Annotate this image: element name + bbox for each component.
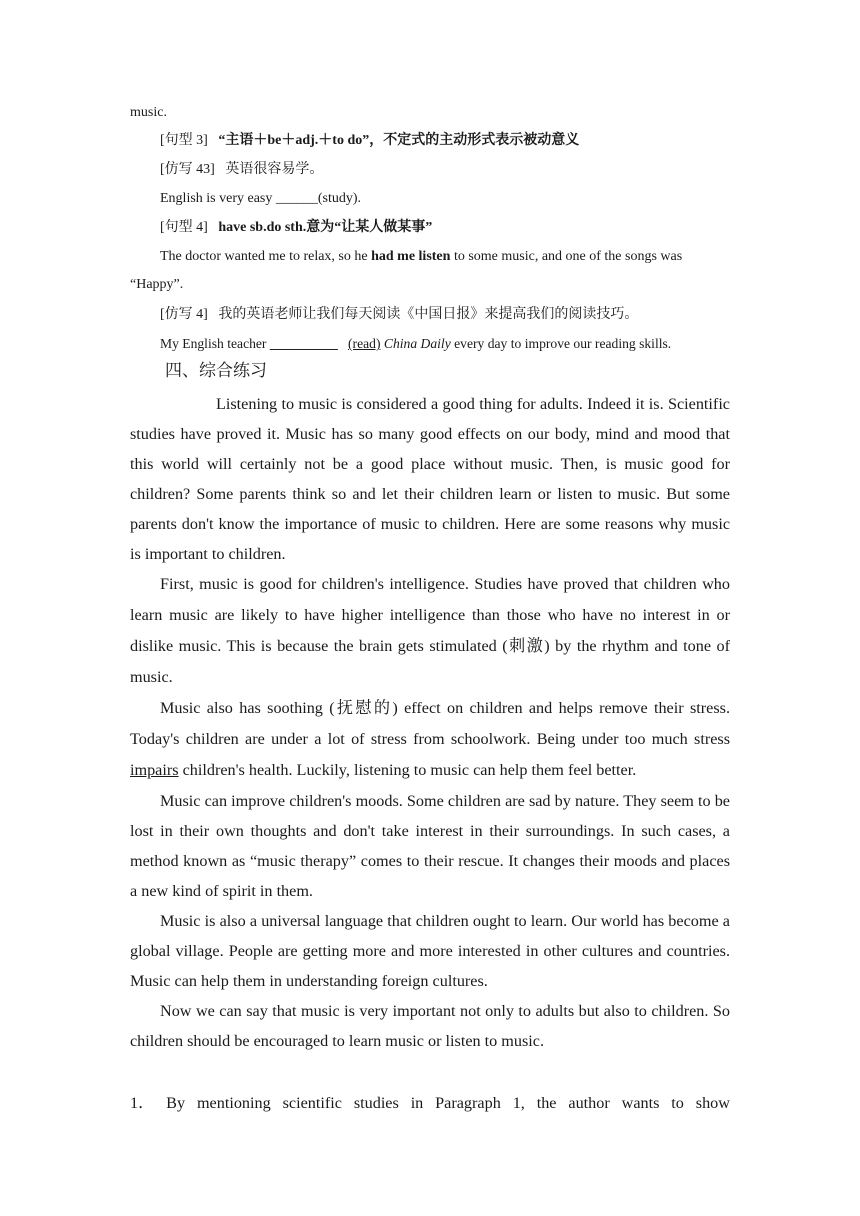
imitation-43-label: [仿写 43] bbox=[160, 162, 215, 177]
newspaper-title: China Daily bbox=[383, 336, 451, 351]
example-text-after: to some music, and one of the songs was bbox=[450, 249, 683, 264]
question-word: 1, bbox=[512, 1094, 525, 1112]
pattern-3 bbox=[160, 131, 730, 151]
question-word: wants bbox=[621, 1094, 660, 1112]
question-word: mentioning bbox=[196, 1094, 271, 1112]
sentence-text: My English teacher bbox=[160, 336, 270, 351]
passage-paragraph-6: Now we can say that music is very important not only to adults but also to children. So children should be encouraged to learn music or listen to music. bbox=[130, 1002, 730, 1050]
paragraph-text-after: children's health. Luckily, listening to music can help them feel better. bbox=[178, 761, 637, 779]
imitation-43 bbox=[160, 160, 730, 180]
passage-paragraph-1: Listening to music is considered a good thing for adults. Indeed it is. Scientific studies have proved it. Music has so many good effects on our body, mind and mood that this world will certainly not be a good place without music. Then, is music good for children? Some parents think so and let their children learn or listen to music. But some parents don't know the importance of music to children. Here are some reasons why music is important to children. bbox=[130, 395, 730, 563]
example-bold: had me listen bbox=[371, 249, 451, 264]
question-word: the bbox=[536, 1094, 557, 1112]
verb-hint: (read) bbox=[348, 336, 381, 351]
pattern-4-label: [句型 4] bbox=[160, 220, 208, 235]
section-title: 四、综合练习 bbox=[165, 361, 267, 380]
passage-paragraph-4: Music can improve children's moods. Some children are sad by nature. They seem to be lost in their own thoughts and don't take interest in their surroundings. In such cases, a method known as “music therapy” comes to their rescue. It changes their moods and places a new kind of spirit in them. bbox=[130, 792, 730, 900]
question-word: scientific bbox=[282, 1094, 342, 1112]
passage-paragraph-2: First, music is good for children's intelligence. Studies have proved that children who learn music are likely to have higher intelligence than those who have no interest in or dislike music. This is because the brain gets stimulated (刺激) by the rhythm and tone of music. bbox=[130, 575, 730, 686]
underlined-word: impairs bbox=[130, 761, 179, 779]
question-1 bbox=[130, 1088, 730, 1118]
imitation-4-label: [仿写 4] bbox=[160, 307, 208, 322]
imitation-43-sentence bbox=[160, 189, 730, 209]
pattern-4-example bbox=[160, 247, 730, 267]
passage-paragraph-3 bbox=[130, 693, 730, 786]
imitation-4-sentence bbox=[160, 334, 730, 354]
pattern-3-label: [句型 3] bbox=[160, 133, 208, 148]
pattern-4 bbox=[160, 218, 730, 238]
answer-blank: ______ bbox=[275, 191, 318, 206]
question-word: studies bbox=[353, 1094, 399, 1112]
imitation-4 bbox=[160, 305, 730, 325]
continued-line: music. bbox=[130, 105, 167, 120]
sentence-hint: (study). bbox=[317, 191, 362, 206]
question-word: show bbox=[695, 1094, 730, 1112]
question-word: to bbox=[671, 1094, 684, 1112]
question-word: 1． bbox=[130, 1094, 155, 1112]
imitation-43-chinese: 英语很容易学。 bbox=[225, 162, 324, 177]
imitation-4-chinese: 我的英语老师让我们每天阅读《中国日报》来提高我们的阅读技巧。 bbox=[218, 307, 639, 322]
sentence-text-after: every day to improve our reading skills. bbox=[450, 336, 672, 351]
pattern-3-rule: “主语＋be＋adj.＋to do”，不定式的主动形式表示被动意义 bbox=[218, 133, 580, 148]
sentence-text: English is very easy bbox=[160, 191, 276, 206]
answer-blank: __________ bbox=[269, 336, 338, 351]
paragraph-text: Music also has soothing (抚慰的) effect on children and helps remove their stress. Today's children are under a lot of stress from schoolwork. Being under too much stress bbox=[130, 699, 730, 748]
pattern-4-rule: have sb.do sth.意为“让某人做某事” bbox=[218, 220, 433, 235]
passage-paragraph-5: Music is also a universal language that children ought to learn. Our world has become a global village. People are getting more and more interested in other cultures and countries. Music can help them in understanding foreign cultures. bbox=[130, 912, 730, 990]
question-word: author bbox=[568, 1094, 610, 1112]
reading-passage bbox=[130, 389, 730, 1056]
pattern-4-example-cont: “Happy”. bbox=[130, 277, 184, 292]
question-word: in bbox=[410, 1094, 424, 1112]
example-text: The doctor wanted me to relax, so he bbox=[160, 249, 372, 264]
question-word: Paragraph bbox=[435, 1094, 501, 1112]
question-word: By bbox=[166, 1094, 186, 1112]
